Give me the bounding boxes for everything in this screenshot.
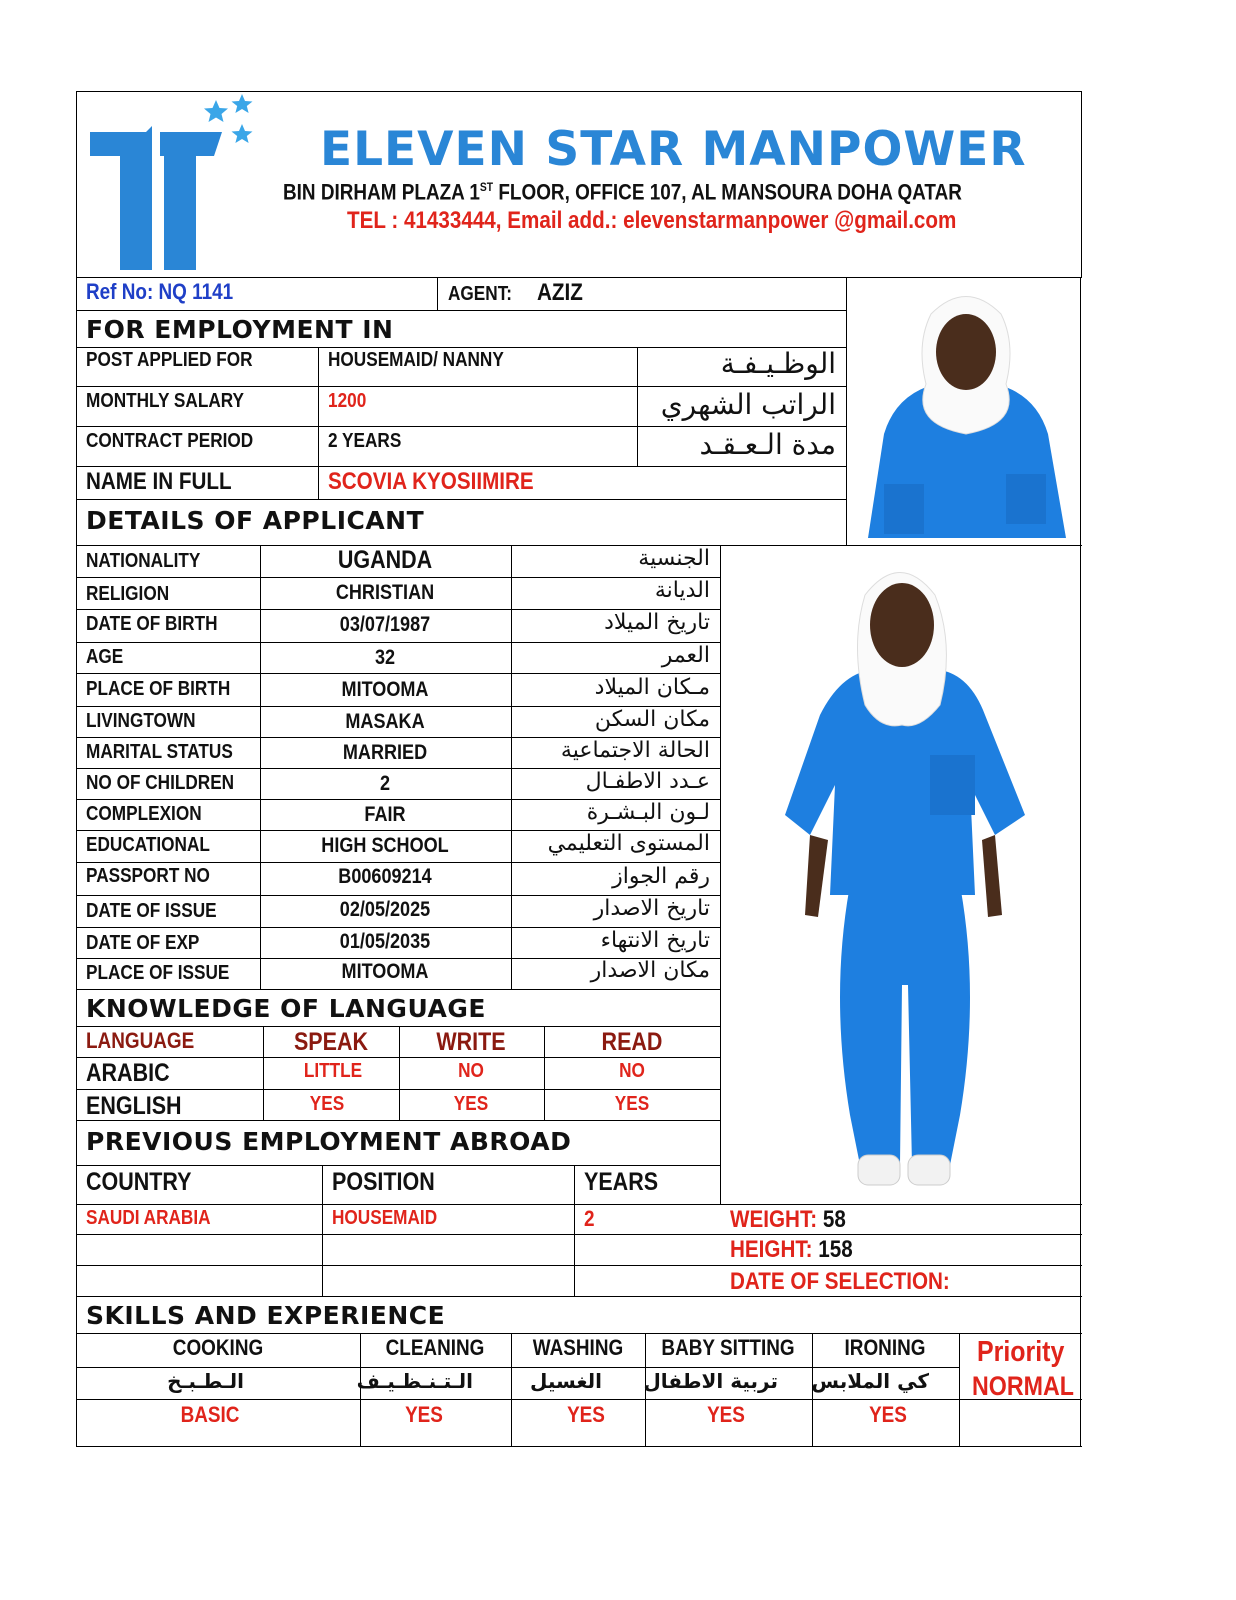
divider bbox=[76, 1367, 959, 1368]
divider bbox=[76, 277, 1082, 278]
company-contact: TEL : 41433444, Email add.: elevenstarmanpower @gmail.com bbox=[347, 207, 957, 234]
detail-value: MITOOMA bbox=[341, 960, 429, 983]
detail-value: B00609214 bbox=[338, 865, 432, 888]
divider bbox=[437, 277, 438, 310]
detail-arabic: الجنسية bbox=[638, 546, 710, 571]
employment-label: CONTRACT PERIOD bbox=[86, 430, 254, 452]
divider bbox=[318, 347, 319, 499]
detail-arabic: تاريخ الميلاد bbox=[604, 610, 710, 635]
divider bbox=[76, 1204, 1082, 1205]
priority-label: Priority bbox=[977, 1336, 1065, 1368]
weight: WEIGHT: 58 bbox=[730, 1206, 846, 1233]
company-address: BIN DIRHAM PLAZA 1ST FLOOR, OFFICE 107, AL MANSOURA DOHA QATAR bbox=[283, 179, 962, 205]
skill-name: COOKING bbox=[172, 1335, 264, 1360]
previous-position: HOUSEMAID bbox=[332, 1207, 438, 1229]
date-of-selection: DATE OF SELECTION: bbox=[730, 1268, 950, 1295]
name-label: NAME IN FULL bbox=[86, 468, 232, 495]
detail-value: CHRISTIAN bbox=[335, 581, 435, 604]
divider bbox=[1080, 277, 1081, 1447]
detail-value: 02/05/2025 bbox=[339, 898, 431, 921]
applicant-photo-full-body bbox=[770, 555, 1030, 1195]
language-name: ENGLISH bbox=[86, 1092, 182, 1120]
previous-country: SAUDI ARABIA bbox=[86, 1207, 211, 1229]
divider bbox=[76, 642, 720, 643]
skill-value: YES bbox=[567, 1402, 605, 1427]
applicant-photo-portrait bbox=[856, 284, 1074, 538]
detail-label: COMPLEXION bbox=[86, 803, 202, 825]
detail-arabic: المستوى التعليمي bbox=[547, 831, 710, 856]
agent-value: AZIZ bbox=[537, 279, 583, 306]
divider bbox=[76, 1120, 720, 1121]
language-header: SPEAK bbox=[293, 1028, 369, 1056]
divider bbox=[720, 545, 721, 1205]
detail-label: MARITAL STATUS bbox=[86, 741, 233, 763]
detail-arabic: تاريخ الانتهاء bbox=[600, 928, 710, 953]
divider bbox=[76, 426, 846, 427]
employment-value: 2 YEARS bbox=[328, 430, 402, 452]
divider bbox=[76, 1026, 720, 1027]
divider bbox=[544, 1026, 545, 1120]
detail-value: MARRIED bbox=[342, 741, 428, 764]
divider bbox=[76, 1265, 1082, 1266]
skill-arabic: كي الملابس bbox=[811, 1369, 929, 1393]
divider bbox=[637, 347, 638, 466]
detail-label: DATE OF BIRTH bbox=[86, 613, 218, 635]
divider bbox=[76, 577, 720, 578]
skill-name: IRONING bbox=[844, 1335, 926, 1360]
divider bbox=[76, 1399, 1082, 1400]
language-header: WRITE bbox=[436, 1028, 506, 1056]
skill-arabic: الـتـنـظـيـف bbox=[356, 1369, 473, 1393]
skill-value: YES bbox=[707, 1402, 745, 1427]
detail-label: DATE OF EXP bbox=[86, 932, 200, 954]
employment-arabic: مدة الـعـقـد bbox=[699, 428, 836, 461]
detail-label: PLACE OF BIRTH bbox=[86, 678, 231, 700]
employment-value: HOUSEMAID/ NANNY bbox=[328, 349, 504, 371]
language-name: ARABIC bbox=[86, 1059, 170, 1087]
detail-arabic: مكان الاصدار bbox=[590, 958, 710, 983]
divider bbox=[76, 545, 1082, 546]
detail-label: EDUCATIONAL bbox=[86, 834, 210, 856]
skill-arabic: الغسيل bbox=[529, 1369, 602, 1393]
divider bbox=[76, 1296, 1082, 1297]
name-value: SCOVIA KYOSIIMIRE bbox=[328, 468, 534, 495]
previous-years: 2 bbox=[584, 1206, 595, 1231]
divider bbox=[76, 1446, 1082, 1447]
detail-label: AGE bbox=[86, 646, 124, 668]
detail-label: PLACE OF ISSUE bbox=[86, 962, 230, 984]
section-title-skills: SKILLS AND EXPERIENCE bbox=[86, 1301, 446, 1330]
section-title-employment: FOR EMPLOYMENT IN bbox=[86, 315, 394, 344]
detail-label: NATIONALITY bbox=[86, 550, 201, 572]
height: HEIGHT: 158 bbox=[730, 1236, 853, 1263]
divider bbox=[574, 1165, 575, 1296]
language-write: NO bbox=[458, 1060, 484, 1082]
skill-arabic: تربية الاطفال bbox=[643, 1369, 778, 1393]
detail-arabic: مكان السكن bbox=[594, 707, 710, 732]
detail-label: DATE OF ISSUE bbox=[86, 900, 217, 922]
detail-value: 03/07/1987 bbox=[339, 613, 431, 636]
detail-label: RELIGION bbox=[86, 583, 170, 605]
previous-header: POSITION bbox=[332, 1168, 435, 1196]
detail-label: PASSPORT NO bbox=[86, 865, 210, 887]
divider bbox=[76, 673, 720, 674]
divider bbox=[76, 499, 846, 500]
section-title-details: DETAILS OF APPLICANT bbox=[86, 506, 425, 535]
employment-arabic: الوظـيـفـة bbox=[720, 347, 836, 380]
skill-name: CLEANING bbox=[385, 1335, 485, 1360]
detail-value: 2 bbox=[379, 772, 391, 795]
divider bbox=[76, 1165, 720, 1166]
previous-header: YEARS bbox=[584, 1168, 659, 1196]
detail-value: MASAKA bbox=[345, 710, 425, 733]
language-speak: YES bbox=[309, 1093, 345, 1115]
detail-value: HIGH SCHOOL bbox=[321, 834, 449, 857]
detail-value: 32 bbox=[374, 646, 396, 669]
detail-value: FAIR bbox=[364, 803, 406, 826]
divider bbox=[76, 989, 720, 990]
divider bbox=[322, 1165, 323, 1296]
section-title-language: KNOWLEDGE OF LANGUAGE bbox=[86, 994, 486, 1023]
skill-name: WASHING bbox=[532, 1335, 624, 1360]
divider bbox=[511, 1333, 512, 1447]
divider bbox=[76, 862, 720, 863]
divider bbox=[76, 1333, 1082, 1334]
divider bbox=[846, 277, 847, 545]
ref-number: Ref No: NQ 1141 bbox=[86, 279, 234, 304]
detail-value: MITOOMA bbox=[341, 678, 429, 701]
priority-value: NORMAL bbox=[972, 1371, 1074, 1401]
detail-arabic: عـدد الاطفـال bbox=[585, 769, 710, 794]
divider bbox=[76, 1234, 1082, 1235]
skill-value: BASIC bbox=[180, 1402, 240, 1427]
language-speak: LITTLE bbox=[303, 1060, 363, 1082]
employment-label: POST APPLIED FOR bbox=[86, 349, 253, 371]
section-title-previous: PREVIOUS EMPLOYMENT ABROAD bbox=[86, 1127, 572, 1156]
language-header: READ bbox=[601, 1028, 663, 1056]
language-read: NO bbox=[619, 1060, 645, 1082]
language-read: YES bbox=[614, 1093, 650, 1115]
skill-arabic: الـطـبـخ bbox=[167, 1369, 244, 1393]
skill-value: YES bbox=[869, 1402, 907, 1427]
employment-label: MONTHLY SALARY bbox=[86, 390, 245, 412]
divider bbox=[76, 466, 846, 467]
detail-arabic: الحالة الاجتماعية bbox=[560, 738, 710, 763]
detail-arabic: العمر bbox=[661, 643, 710, 668]
skill-name: BABY SITTING bbox=[661, 1335, 795, 1360]
detail-arabic: مـكان الميلاد bbox=[594, 675, 710, 700]
skill-value: YES bbox=[405, 1402, 443, 1427]
detail-label: LIVINGTOWN bbox=[86, 710, 196, 732]
company-logo bbox=[86, 92, 256, 272]
detail-label: NO OF CHILDREN bbox=[86, 772, 235, 794]
detail-value: 01/05/2035 bbox=[339, 930, 431, 953]
detail-arabic: لـون البـشـرة bbox=[586, 800, 710, 825]
detail-arabic: رقم الجواز bbox=[612, 864, 710, 889]
employment-value: 1200 bbox=[328, 390, 367, 412]
language-header: LANGUAGE bbox=[86, 1028, 195, 1053]
divider bbox=[263, 1026, 264, 1120]
detail-arabic: الديانة bbox=[654, 578, 710, 603]
divider bbox=[76, 310, 846, 311]
divider bbox=[76, 1089, 720, 1090]
language-write: YES bbox=[453, 1093, 489, 1115]
divider bbox=[76, 1057, 720, 1058]
agent-label: AGENT: bbox=[448, 283, 513, 305]
divider bbox=[76, 386, 846, 387]
detail-arabic: تاريخ الاصدار bbox=[593, 896, 710, 921]
company-name: ELEVEN STAR MANPOWER bbox=[320, 122, 1027, 177]
divider bbox=[399, 1026, 400, 1120]
employment-arabic: الراتب الشهري bbox=[660, 388, 836, 421]
detail-value: UGANDA bbox=[337, 546, 433, 574]
previous-header: COUNTRY bbox=[86, 1168, 192, 1196]
divider bbox=[959, 1333, 960, 1447]
